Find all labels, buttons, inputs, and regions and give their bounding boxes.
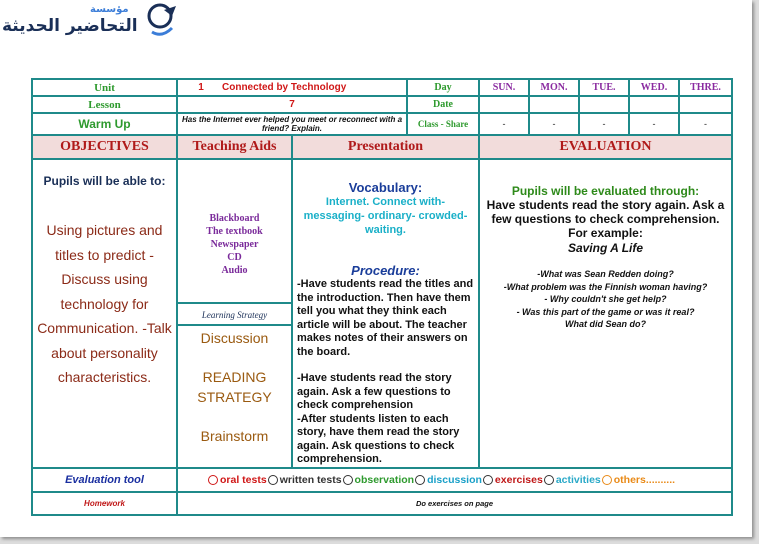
procedure-step-2: -Have students read the story again. Ask a few questions to check comprehension [297, 372, 452, 411]
homework-label: Homework [32, 492, 177, 515]
class-wed: - [629, 113, 679, 135]
radio-circle-icon[interactable] [415, 475, 425, 485]
class-mon: - [529, 113, 579, 135]
radio-circle-icon[interactable] [544, 475, 554, 485]
evaluation-question-1: -What was Sean Redden doing? [537, 269, 674, 279]
eval-option-0[interactable] [208, 474, 267, 486]
objectives-heading: OBJECTIVES [32, 135, 177, 159]
date-thu [679, 96, 732, 113]
procedure-title: Procedure: [351, 263, 420, 278]
presentation-heading: Presentation [292, 135, 479, 159]
brand-logo [2, 2, 182, 42]
strategy-brainstorm: Brainstorm [200, 428, 269, 445]
logo-text: التحاضير الحديثة [2, 16, 138, 36]
evaluation-cell [479, 159, 732, 468]
day-wed: WED. [629, 79, 679, 96]
date-sun [479, 96, 529, 113]
evaluation-body: Have students read the story again. Ask a few questions to check comprehension. For example: [486, 198, 725, 240]
day-mon: MON. [529, 79, 579, 96]
aid-audio: Audio [221, 265, 248, 277]
strategy-reading: READING STRATEGY [197, 369, 272, 406]
date-label: Date [407, 96, 479, 113]
eval-option-2[interactable] [343, 474, 415, 486]
learning-strategy-label: Learning Strategy [178, 304, 291, 326]
logo-emblem-icon [142, 2, 182, 42]
lesson-label: Lesson [32, 96, 177, 113]
eval-option-label: exercises [494, 473, 543, 486]
eval-option-5[interactable] [544, 474, 601, 486]
presentation-cell [292, 159, 479, 468]
unit-label: Unit [32, 79, 177, 96]
radio-circle-icon[interactable] [483, 475, 493, 485]
class-thu: - [679, 113, 732, 135]
evaluation-example: Saving A Life [567, 241, 644, 255]
eval-option-3[interactable] [415, 474, 482, 486]
logo-small-text: مؤسسة [90, 4, 129, 15]
evaluation-question-5: What did Sean do? [565, 319, 646, 329]
eval-option-label: discussion [427, 473, 482, 486]
day-sun: SUN. [479, 79, 529, 96]
lesson-number: 7 [177, 96, 407, 113]
evaluation-question-3: - Why couldn't she get help? [544, 294, 667, 304]
day-thu: THRE. [679, 79, 732, 96]
vocab-title: Vocabulary: [348, 180, 423, 195]
objectives-intro: Pupils will be able to: [43, 174, 166, 188]
evaluation-tool-label: Evaluation tool [32, 468, 177, 492]
eval-option-label: others.......... [613, 473, 676, 486]
aid-cd: CD [227, 252, 242, 264]
unit-title: Connected by Technology [222, 82, 347, 93]
teaching-aids-heading: Teaching Aids [177, 135, 292, 159]
teaching-aids-list [178, 177, 291, 304]
unit-cell [177, 79, 407, 96]
class-tue: - [579, 113, 629, 135]
date-mon [529, 96, 579, 113]
radio-circle-icon[interactable] [268, 475, 278, 485]
procedure-step-1: -Have students read the titles and the introduction. Then have them tell you what they think each article will be about. The teacher makes notes of their answers on the board. [297, 278, 474, 358]
class-share-label: Class - Share [407, 113, 479, 135]
homework-text: Do exercises on page [177, 492, 732, 515]
eval-option-label: written tests [279, 473, 342, 486]
date-wed [629, 96, 679, 113]
procedure-step-3: -After students listen to each story, have them read the story again. Ask questions to check comprehension. [297, 412, 460, 465]
eval-option-4[interactable] [483, 474, 543, 486]
eval-option-label: activities [555, 473, 601, 486]
evaluation-question-2: -What problem was the Finnish woman having? [503, 281, 708, 292]
objectives-cell [32, 159, 177, 468]
strategy-list [178, 326, 291, 449]
unit-number: 1 [198, 82, 204, 93]
objectives-body: Using pictures and titles to predict -Discuss using technology for Communication. -Talk about personality characteristics. [37, 222, 172, 385]
day-tue: TUE. [579, 79, 629, 96]
evaluation-heading: EVALUATION [479, 135, 732, 159]
radio-circle-icon[interactable] [343, 475, 353, 485]
evaluation-intro: Pupils will be evaluated through: [511, 184, 700, 198]
aid-textbook: The textbook [206, 226, 263, 238]
aid-blackboard: Blackboard [209, 213, 260, 225]
eval-option-label: oral tests [220, 473, 267, 486]
warmup-question: Has the Internet ever helped you meet or reconnect with a friend? Explain. [177, 113, 407, 135]
eval-option-6[interactable] [602, 474, 675, 486]
aid-newspaper: Newspaper [210, 239, 259, 251]
warmup-label: Warm Up [32, 113, 177, 135]
eval-option-1[interactable] [268, 474, 342, 486]
teaching-aids-cell [177, 159, 292, 468]
vocab-words: Internet. Connect with- messaging- ordinary- crowded-waiting. [303, 196, 468, 236]
radio-circle-icon[interactable] [602, 475, 612, 485]
class-sun: - [479, 113, 529, 135]
evaluation-tool-options [177, 468, 732, 492]
evaluation-question-4: - Was this part of the game or was it real? [516, 306, 695, 317]
evaluation-options-row [180, 474, 729, 486]
eval-option-label: observation [354, 473, 415, 486]
strategy-discussion: Discussion [200, 330, 269, 347]
date-tue [579, 96, 629, 113]
lesson-plan-table [31, 78, 733, 516]
radio-circle-icon[interactable] [208, 475, 218, 485]
day-label: Day [407, 79, 479, 96]
